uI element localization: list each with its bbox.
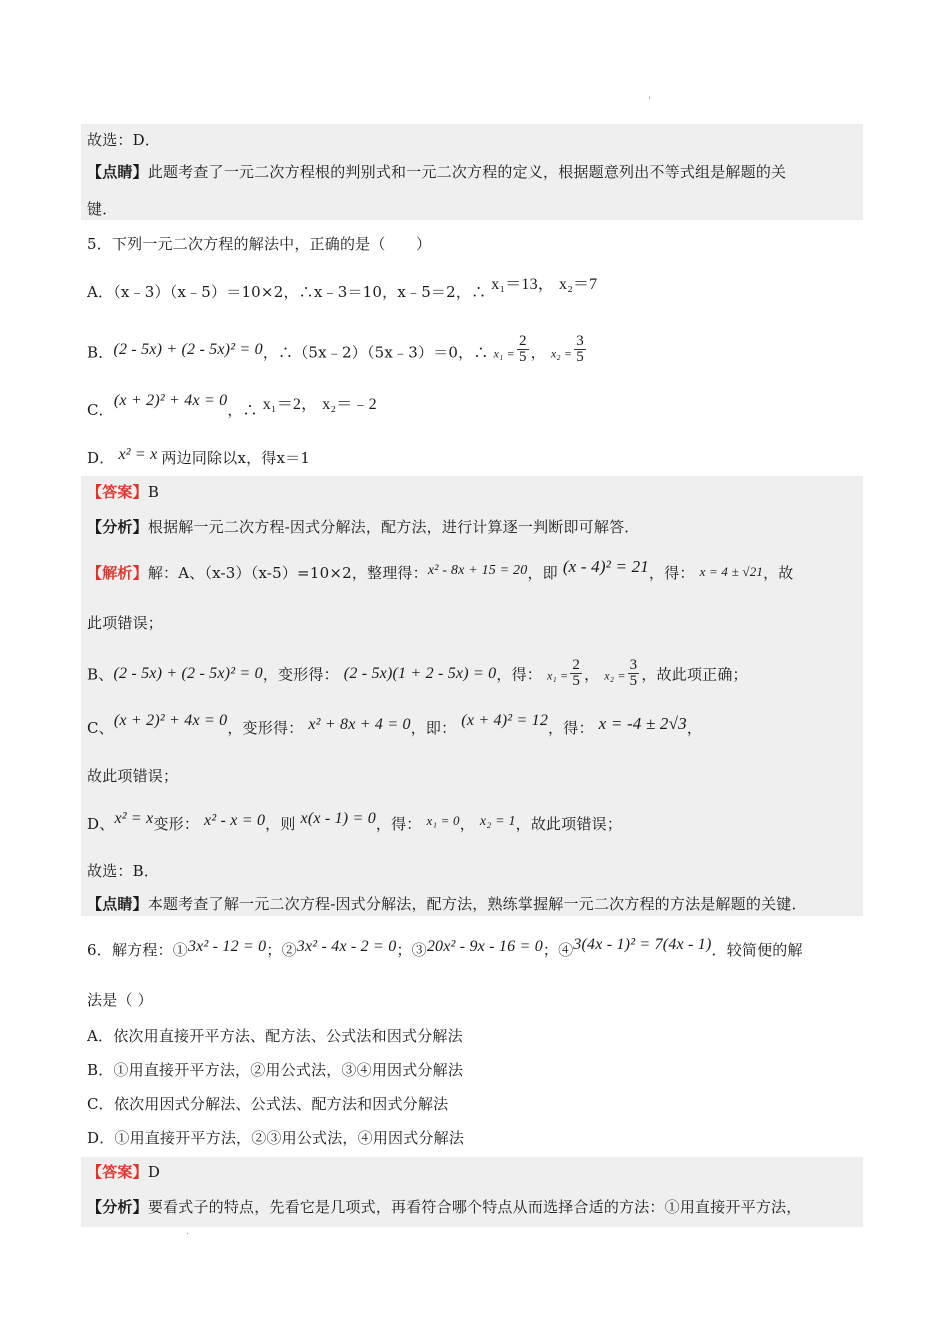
q5-solution-d (87, 810, 862, 836)
q6-stem-text1: 6．解方程：① (87, 941, 188, 959)
sol-c-eq2: x² + 8x + 4 = 0 (308, 716, 411, 733)
sol-b-label: B、 (87, 665, 114, 684)
sol-d-eq2: x² - x = 0 (204, 812, 266, 829)
sol-b-x2-frac (628, 658, 640, 689)
q5-option-b (87, 333, 862, 369)
q5-solution-a-cont: 此项错误； (87, 614, 164, 632)
option-a-x1: x₁＝13， (491, 276, 555, 293)
sol-c-text3: ，得： (548, 719, 594, 737)
dianjing-tag: 【点睛】 (87, 163, 148, 181)
sol-b-text1: ，变形得： (262, 665, 339, 684)
option-b-equation: (2 - 5x) + (2 - 5x)² = 0 (113, 340, 263, 358)
dianjing-text: 本题考查了解一元二次方程-因式分解法，配方法，熟练掌握解一元二次方程的方法是解题的关键． (147, 895, 807, 913)
q6-eq2: 3x² - 4x - 2 = 0 (296, 938, 397, 955)
q5-option-a (87, 276, 862, 303)
sep: ， (459, 815, 475, 833)
q5-answer (87, 482, 862, 502)
sol-a-eq3: x = 4 ± √21 (699, 564, 764, 579)
sol-d-eq3: x(x - 1) = 0 (300, 810, 376, 827)
frac-num: 3 (629, 657, 638, 673)
q5-solution-b (87, 657, 862, 691)
sol-a-text2: ，即 (527, 564, 558, 582)
option-c-x2: x₂＝﹣2 (322, 396, 377, 413)
sol-c-eq4: x = -4 ± 2√3 (598, 714, 687, 733)
frac-den: 5 (518, 349, 527, 365)
option-b-x2: x₂ = (550, 346, 573, 361)
q6-option-b: B．①用直接开平方法，②用公式法，③④用因式分解法 (87, 1061, 464, 1079)
frac-den: 5 (629, 673, 638, 689)
option-a-label: A． (87, 283, 114, 301)
sol-d-text1: 变形： (153, 815, 200, 833)
sol-b-text3: ，故此项正确； (641, 665, 748, 684)
p4-dianjing-line2: 键． (87, 200, 118, 218)
sol-b-eq2: (2 - 5x)(1 + 2 - 5x) = 0 (343, 664, 497, 682)
sol-d-eq1: x² = x (114, 810, 154, 827)
option-b-text: ，∴（5x﹣2）（5x﹣3）＝0，∴ (262, 343, 489, 362)
option-c-equation: (x + 2)² + 4x = 0 (113, 392, 228, 409)
q6-stem-line1 (87, 936, 862, 961)
sol-a-text4: ，故 (763, 564, 794, 582)
answer-value: D (147, 1163, 161, 1181)
sol-d-eq4: x₁ = 0 (426, 813, 460, 828)
sol-d-text4: ，故此项错误； (515, 815, 623, 833)
q6-option-c: C．依次用因式分解法、公式法、配方法和因式分解法 (87, 1095, 449, 1113)
sol-c-text2: ，即： (410, 719, 457, 737)
q5-dianjing (87, 894, 862, 914)
solution-tag: 【解析】 (87, 564, 148, 582)
q5-analysis (87, 517, 862, 537)
q6-stem-text2: ；② (266, 941, 297, 959)
sol-b-x1: x₁ = (546, 668, 569, 683)
q6-stem-line2: 法是（ ） (87, 991, 153, 1009)
analysis-tag: 【分析】 (87, 1198, 148, 1216)
option-c-text: ，∴ (227, 401, 258, 419)
option-c-x1: x₁＝2， (262, 396, 318, 413)
option-d-equation: x² = x (118, 446, 158, 463)
sep: ， (530, 343, 546, 362)
q6-answer (87, 1162, 862, 1182)
q5-option-c (87, 392, 862, 421)
sol-b-eq1: (2 - 5x) + (2 - 5x)² = 0 (113, 664, 263, 682)
sol-b-text2: ，得： (496, 665, 542, 684)
q6-eq1: 3x² - 12 = 0 (187, 938, 267, 955)
q6-eq3: 20x² - 9x - 16 = 0 (426, 938, 543, 955)
q6-option-a: A．依次用直接开平方法、配方法、公式法和因式分解法 (87, 1027, 463, 1045)
sol-c-label: C、 (87, 719, 114, 737)
option-b-x1: x₁ = (493, 346, 515, 361)
q6-eq4: 3(4x - 1)² = 7(4x - 1) (573, 936, 712, 953)
sol-b-x1-frac (570, 658, 582, 689)
sol-c-eq3: (x + 4)² = 12 (461, 712, 549, 729)
sol-d-text3: ，得： (375, 815, 422, 833)
q6-stem-text5: ．较简便的解 (711, 941, 803, 959)
option-a-text: （x﹣3）（x﹣5）＝10×2，∴x﹣3＝10，x﹣5＝2，∴ (113, 283, 487, 301)
q5-option-d (87, 448, 862, 469)
sol-c-eq1: (x + 2)² + 4x = 0 (113, 712, 228, 729)
q5-stem: 5．下列一元二次方程的解法中，正确的是（ ） (87, 235, 432, 253)
frac-den: 5 (576, 349, 584, 365)
q6-stem-text3: ；③ (396, 941, 427, 959)
option-b-label: B． (87, 343, 114, 362)
sep: ， (584, 665, 600, 684)
analysis-text: 要看式子的特点，先看它是几项式，再看符合哪个特点从而选择合适的方法：①用直接开平方法， (147, 1198, 802, 1216)
frac-num: 3 (576, 333, 584, 349)
dianjing-tag: 【点睛】 (87, 895, 148, 913)
option-b-x1-frac (517, 334, 529, 365)
analysis-text: 根据解一元二次方程-因式分解法，配方法，进行计算逐一判断即可解答． (147, 518, 640, 536)
sol-a-eq1: x² - 8x + 15 = 20 (427, 563, 528, 578)
q5-solution-shade (81, 476, 863, 916)
sol-d-label: D、 (87, 815, 115, 833)
sol-d-eq5: x₂ = 1 (479, 814, 516, 829)
answer-tag: 【答案】 (87, 483, 148, 501)
option-a-x2: x₂＝7 (559, 276, 598, 293)
q6-option-d: D．①用直接开平方法，②③用公式法，④用因式分解法 (87, 1129, 465, 1147)
q5-solution-a (87, 557, 862, 585)
analysis-tag: 【分析】 (87, 518, 148, 536)
sol-a-text1: 解：A、（x-3）（x-5）=10×2，整理得： (147, 564, 428, 582)
sol-b-x2: x₂ = (604, 668, 626, 683)
frac-den: 5 (572, 673, 581, 689)
sol-c-text1: ，变形得： (227, 719, 304, 737)
option-c-label: C． (87, 401, 114, 419)
answer-tag: 【答案】 (87, 1163, 148, 1181)
p4-choose: 故选：D． (87, 131, 161, 149)
q5-solution-c-cont: 故此项错误； (87, 767, 179, 785)
option-d-label: D． (87, 449, 115, 467)
frac-num: 2 (518, 333, 527, 349)
frac-num: 2 (572, 657, 581, 673)
option-d-text: 两边同除以x，得x＝1 (161, 449, 311, 467)
sol-a-text3: ，得： (649, 564, 695, 582)
sol-d-text2: ，则 (265, 815, 296, 833)
dianjing-text: 此题考查了一元二次方程根的判别式和一元二次方程的定义，根据题意列出不等式组是解题的关 (147, 163, 787, 181)
answer-value: B (147, 483, 160, 501)
header-dot: ' (648, 96, 651, 107)
sol-a-eq2: (x - 4)² = 21 (562, 557, 650, 576)
footer-dot: . (186, 1226, 190, 1237)
option-b-x2-frac (574, 334, 586, 365)
sol-c-text4: ， (686, 719, 703, 737)
q6-stem-text4: ；④ (542, 941, 574, 959)
q6-analysis (87, 1197, 862, 1217)
q5-solution-c (87, 712, 862, 739)
p4-dianjing-line1 (87, 162, 862, 182)
q5-choose: 故选：B． (87, 862, 160, 880)
